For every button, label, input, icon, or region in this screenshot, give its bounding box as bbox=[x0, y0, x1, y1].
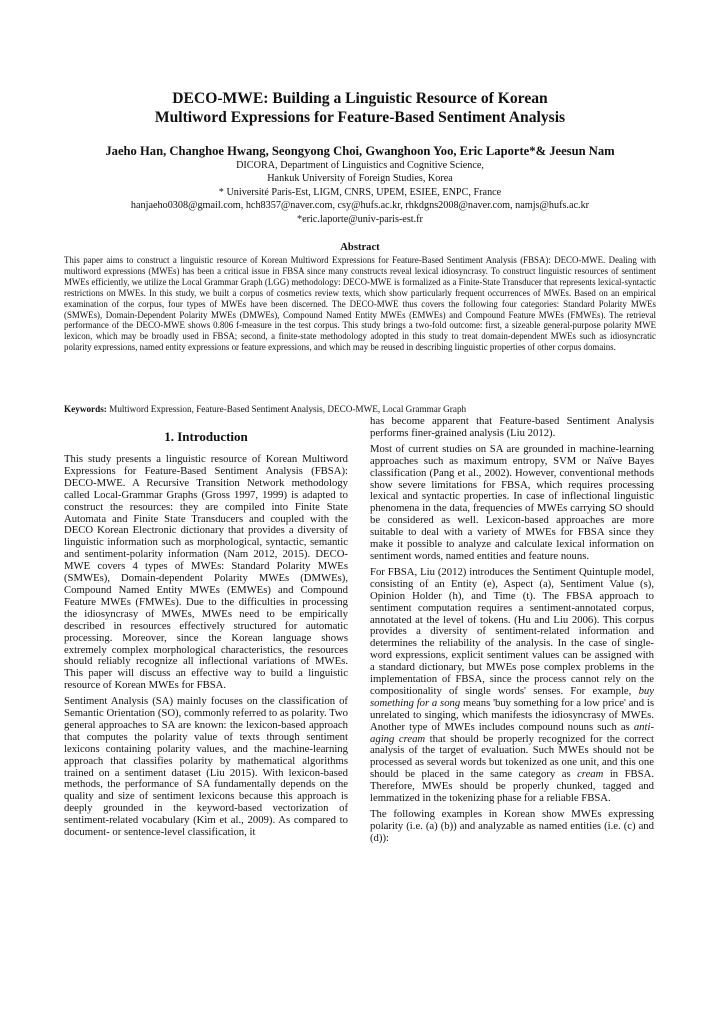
author-emails: hanjaeho0308@gmail.com, hch8357@naver.com, csy@hufs.ac.kr, rhkdgns2008@naver.com, namjs@hufs.ac.kr bbox=[130, 200, 590, 212]
body-paragraph bbox=[370, 567, 654, 805]
paragraph-text: For FBSA, Liu (2012) introduces the Sentiment Quintuple model, consisting of an Entity (e), Aspect (a), Sentiment Value (s), Opinion Holder (h), and Time (t). The FBSA approach to sentiment computation requires a sentiment-annotated corpus, annotated at the level of tokens. (Hu and Liu 2006). This corpus provides a diversity of sentiment-related information and determines the reliability of the analysis. In the case of single-word expressions, explicit sentiment values can be assigned with a standard dictionary, but MWEs pose complex problems in the implementation of FBSA, since the process cannot rely on the compositionality of single words' senses. For example, bbox=[370, 565, 654, 697]
affiliation-line: DICORA, Department of Linguistics and Cognitive Science, bbox=[236, 160, 484, 171]
right-column bbox=[370, 416, 654, 849]
keywords-text: Multiword Expression, Feature-Based Sentiment Analysis, DECO-MWE, Local Grammar Graph bbox=[109, 404, 467, 414]
body-paragraph: The following examples in Korean show MWEs expressing polarity (i.e. (a) (b)) and analyzable as named entities (i.e. (c) and (d)): bbox=[370, 808, 654, 844]
affiliation-line: Hankuk University of Foreign Studies, Korea bbox=[267, 173, 453, 185]
left-column bbox=[64, 416, 348, 843]
affiliations bbox=[40, 159, 680, 226]
body-paragraph: has become apparent that Feature-based Sentiment Analysis performs finer-grained analysis (Liu 2012). bbox=[370, 415, 654, 439]
body-paragraph: Most of current studies on SA are grounded in machine-learning approaches such as maximum entropy, SVM or Naïve Bayes classification (Pang et al., 2002). However, conventional methods show severe limitations for FBSA, which requires processing lexical and syntactic properties. In case of inflectional linguistic phenomena in the data, frequencies of MWEs carrying SO should be considered as well. Lexicon-based approaches are more suitable to deal with a variety of MWEs for FBSA since they make it possible to analyze and calculate lexical information on sentiment words, named entities and feature nouns. bbox=[370, 442, 654, 562]
keywords-label: Keywords: bbox=[64, 404, 107, 414]
section-heading: 1. Introduction bbox=[164, 429, 248, 444]
example-phrase: cream bbox=[577, 768, 604, 781]
paper-title bbox=[40, 89, 680, 127]
abstract-heading: Abstract bbox=[340, 242, 380, 253]
body-paragraph: This study presents a linguistic resource of Korean Multiword Expressions for Feature-Based Sentiment Analysis (FBSA): DECO-MWE. A Recursive Transition Network methodology called Local-Grammar Graphs (Gross 1997, 1999) is adapted to construct the resources: they are compiled into Finite State Automata and Finite State Transducers and coupled with the DECO Korean Electronic dictionary that provides a diversity of linguistic information such as morphological, syntactic, semantic and sentiment-polarity information (Nam 2012, 2015). DECO-MWE covers 4 types of MWEs: Standard Polarity MWEs (SMWEs), Domain-dependent Polarity MWEs (DMWEs), Compound Named Entity MWEs (EMWEs) and Compound Feature MWEs (FMWEs). Due to the difficulties in processing the idiosyncrasy of MWEs, MWEs need to be empirically described in resources effectively structured for automatic processing. Moreover, since the Korean language shows extremely complex morphological characteristics, the resources should reliably recognize all inflectional variations of MWEs. This paper will discuss an effective way to build a linguistic resource of Korean MWEs for FBSA. bbox=[64, 453, 348, 692]
keywords bbox=[64, 404, 664, 415]
affiliation-line: * Université Paris-Est, LIGM, CNRS, UPEM, ESIEE, ENPC, France bbox=[218, 186, 502, 198]
body-paragraph: Sentiment Analysis (SA) mainly focuses on the classification of Semantic Orientation (SO), commonly referred to as polarity. Two general approaches to SA are known: the lexicon-based approach that computes the polarity value of texts through sentiment lexicons containing polarity values, and the machine-learning approach that classifies polarity by mathematical algorithms trained on a sentiment dataset (Liu 2015). With lexicon-based methods, the performance of SA fundamentally depends on the quality and size of sentiment lexicons because this approach is deeply grounded in the keyword-based vectorization of sentiment-related vocabulary (Kim et al., 2009). As compared to document- or sentence-level classification, it bbox=[64, 695, 348, 839]
author-list: Jaeho Han, Changhoe Hwang, Seongyong Choi, Gwanghoon Yoo, Eric Laporte*& Jeesun Nam bbox=[105, 144, 615, 158]
example-phrase: anti-aging cream bbox=[370, 720, 655, 745]
paragraph-text: in FBSA. Therefore, MWEs should be properly chunked, tagged and lemmatized in the tokenizing phase for a reliable FBSA. bbox=[370, 768, 654, 805]
paragraph-text: means 'buy something for a low price' and is unrelated to singing, which manifests the idiosyncrasy of MWEs. Another type of MWEs includes compound nouns such as bbox=[370, 696, 654, 733]
title-line-2: Multiword Expressions for Feature-Based Sentiment Analysis bbox=[154, 109, 566, 126]
abstract-body: This paper aims to construct a linguistic resource of Korean Multiword Expressions for Feature-Based Sentiment Analysis (FBSA): DECO-MWE. Dealing with multiword expressions (MWEs) has been a critical issue in FBSA since many constructs reveal lexical idiosyncrasy. To construct linguistic resources of sentiment MWEs efficiently, we utilize the Local Grammar Graph (LGG) methodology: DECO-MWE is formalized as a Finite-State Transducer that represents lexical-syntactic restrictions on MWEs. In this study, we built a corpus of cosmetics review texts, which show particularly frequent occurrences of MWEs. Based on an empirical examination of the corpus, four types of MWEs have been discerned. The DECO-MWE thus covers the following four categories: Standard Polarity MWEs (SMWEs), Domain-Dependent Polarity MWEs (DMWEs), Compound Named Entity MWEs (EMWEs) and Compound Feature MWEs (FMWEs). The retrieval performance of the DECO-MWE shows 0.806 f-measure in the test corpus. This study brings a two-fold outcome: first, a sizeable general-purpose polarity MWE lexicon, which may be broadly used in FBSA; second, a finite-state methodology adopted in this study to treat domain-dependent MWEs such as idiosyncratic polarity expressions, named entity expressions or feature expressions, and which may be reused in describing linguistic properties of other corpus domains. bbox=[64, 255, 656, 353]
author-email-corresponding: *eric.laporte@univ-paris-est.fr bbox=[297, 213, 423, 225]
example-phrase: buy something for a song bbox=[370, 684, 654, 709]
paragraph-text: that should be properly recognized for the correct analysis of the target of evaluation. Such MWEs should not be processed as several words but tokenized as one unit, and this one should be placed in the same category as bbox=[370, 732, 655, 781]
title-line-1: DECO-MWE: Building a Linguistic Resource of Korean bbox=[172, 90, 548, 107]
